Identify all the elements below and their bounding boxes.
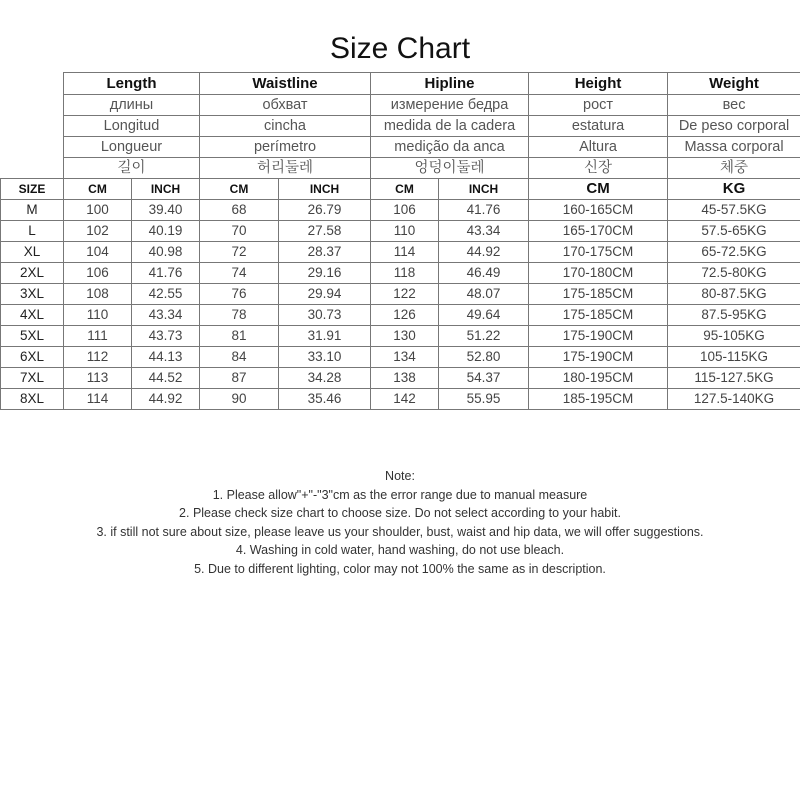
value-cell: 48.07: [439, 284, 529, 305]
label-portuguese: perímetro: [200, 137, 371, 158]
unit-header: CM: [64, 179, 132, 200]
value-cell: 65-72.5KG: [668, 242, 800, 263]
value-cell: 105-115KG: [668, 347, 800, 368]
value-cell: 40.19: [132, 221, 200, 242]
value-cell: 111: [64, 326, 132, 347]
value-cell: 41.76: [439, 200, 529, 221]
header-row: [1, 73, 800, 95]
value-cell: 52.80: [439, 347, 529, 368]
value-cell: 87.5-95KG: [668, 305, 800, 326]
value-cell: 43.34: [439, 221, 529, 242]
table-row: [1, 284, 800, 305]
value-cell: 42.55: [132, 284, 200, 305]
table-row: [1, 347, 800, 368]
value-cell: 76: [200, 284, 279, 305]
value-cell: 30.73: [279, 305, 371, 326]
value-cell: 185-195CM: [529, 389, 668, 410]
size-cell: 5XL: [1, 326, 64, 347]
value-cell: 72.5-80KG: [668, 263, 800, 284]
note-item: 4. Washing in cold water, hand washing, do not use bleach.: [235, 543, 565, 557]
value-cell: 175-185CM: [529, 305, 668, 326]
size-chart-table: [0, 72, 800, 410]
unit-header: KG: [668, 179, 800, 200]
value-cell: 175-190CM: [529, 326, 668, 347]
value-cell: 126: [371, 305, 439, 326]
value-cell: 108: [64, 284, 132, 305]
size-cell: 4XL: [1, 305, 64, 326]
page-title: Size Chart: [329, 32, 471, 65]
size-cell: L: [1, 221, 64, 242]
value-cell: 34.28: [279, 368, 371, 389]
value-cell: 70: [200, 221, 279, 242]
value-cell: 110: [371, 221, 439, 242]
table-row: [1, 263, 800, 284]
note-item: 3. if still not sure about size, please leave us your shoulder, bust, waist and hip data, we will offer suggestions.: [96, 524, 704, 539]
label-russian: вес: [668, 95, 800, 116]
unit-header: CM: [529, 179, 668, 200]
value-cell: 113: [64, 368, 132, 389]
value-cell: 44.92: [132, 389, 200, 410]
group-header: Length: [64, 73, 200, 95]
value-cell: 39.40: [132, 200, 200, 221]
label-russian: длины: [64, 95, 200, 116]
label-russian: обхват: [200, 95, 371, 116]
value-cell: 106: [64, 263, 132, 284]
value-cell: 138: [371, 368, 439, 389]
table-row: [1, 242, 800, 263]
value-cell: 134: [371, 347, 439, 368]
size-cell: XL: [1, 242, 64, 263]
value-cell: 160-165CM: [529, 200, 668, 221]
value-cell: 87: [200, 368, 279, 389]
size-cell: 2XL: [1, 263, 64, 284]
unit-header: SIZE: [1, 179, 64, 200]
value-cell: 44.13: [132, 347, 200, 368]
unit-header: INCH: [279, 179, 371, 200]
label-spanish: estatura: [529, 116, 668, 137]
group-header: Height: [529, 73, 668, 95]
label-portuguese: Massa corporal: [668, 137, 800, 158]
table-row: [1, 326, 800, 347]
size-cell: 7XL: [1, 368, 64, 389]
size-cell: 6XL: [1, 347, 64, 368]
header-row: [1, 116, 800, 137]
value-cell: 81: [200, 326, 279, 347]
value-cell: 112: [64, 347, 132, 368]
value-cell: 122: [371, 284, 439, 305]
label-korean: 엉덩이둘레: [371, 158, 529, 179]
label-korean: 길이: [64, 158, 200, 179]
value-cell: 41.76: [132, 263, 200, 284]
value-cell: 114: [371, 242, 439, 263]
label-spanish: Longitud: [64, 116, 200, 137]
value-cell: 110: [64, 305, 132, 326]
group-header: Weight: [668, 73, 800, 95]
value-cell: 127.5-140KG: [668, 389, 800, 410]
value-cell: 95-105KG: [668, 326, 800, 347]
size-cell: 8XL: [1, 389, 64, 410]
table-row: [1, 221, 800, 242]
label-spanish: medida de la cadera: [371, 116, 529, 137]
label-spanish: cincha: [200, 116, 371, 137]
value-cell: 165-170CM: [529, 221, 668, 242]
note-item: 2. Please check size chart to choose size. Do not select according to your habit.: [179, 506, 621, 520]
label-portuguese: Altura: [529, 137, 668, 158]
note-item: 1. Please allow"+"-"3"cm as the error range due to manual measure: [212, 487, 588, 502]
label-korean: 신장: [529, 158, 668, 179]
value-cell: 84: [200, 347, 279, 368]
value-cell: 175-190CM: [529, 347, 668, 368]
header-row: [1, 137, 800, 158]
value-cell: 49.64: [439, 305, 529, 326]
value-cell: 80-87.5KG: [668, 284, 800, 305]
header-row: [1, 158, 800, 179]
value-cell: 115-127.5KG: [668, 368, 800, 389]
header-row: [1, 95, 800, 116]
value-cell: 45-57.5KG: [668, 200, 800, 221]
value-cell: 35.46: [279, 389, 371, 410]
table-row: [1, 368, 800, 389]
units-row: [1, 179, 800, 200]
unit-header: INCH: [132, 179, 200, 200]
notes: [0, 467, 800, 578]
value-cell: 74: [200, 263, 279, 284]
note-item: 5. Due to different lighting, color may not 100% the same as in description.: [194, 561, 606, 576]
unit-header: CM: [371, 179, 439, 200]
label-spanish: De peso corporal: [668, 116, 800, 137]
value-cell: 33.10: [279, 347, 371, 368]
value-cell: 114: [64, 389, 132, 410]
value-cell: 100: [64, 200, 132, 221]
table-row: [1, 200, 800, 221]
value-cell: 142: [371, 389, 439, 410]
value-cell: 28.37: [279, 242, 371, 263]
value-cell: 102: [64, 221, 132, 242]
value-cell: 170-180CM: [529, 263, 668, 284]
unit-header: CM: [200, 179, 279, 200]
value-cell: 54.37: [439, 368, 529, 389]
label-russian: рост: [529, 95, 668, 116]
label-portuguese: Longueur: [64, 137, 200, 158]
group-header: Waistline: [200, 73, 371, 95]
table-row: [1, 389, 800, 410]
value-cell: 29.94: [279, 284, 371, 305]
table-row: [1, 305, 800, 326]
blank-corner: [1, 73, 64, 179]
value-cell: 118: [371, 263, 439, 284]
value-cell: 180-195CM: [529, 368, 668, 389]
value-cell: 68: [200, 200, 279, 221]
label-korean: 허리둘레: [200, 158, 371, 179]
value-cell: 106: [371, 200, 439, 221]
value-cell: 27.58: [279, 221, 371, 242]
value-cell: 44.92: [439, 242, 529, 263]
size-cell: M: [1, 200, 64, 221]
value-cell: 51.22: [439, 326, 529, 347]
label-portuguese: medição da anca: [371, 137, 529, 158]
value-cell: 90: [200, 389, 279, 410]
value-cell: 40.98: [132, 242, 200, 263]
value-cell: 46.49: [439, 263, 529, 284]
value-cell: 29.16: [279, 263, 371, 284]
value-cell: 72: [200, 242, 279, 263]
value-cell: 175-185CM: [529, 284, 668, 305]
notes-heading: Note:: [385, 469, 415, 483]
value-cell: 43.73: [132, 326, 200, 347]
label-russian: измерение бедра: [371, 95, 529, 116]
value-cell: 130: [371, 326, 439, 347]
value-cell: 57.5-65KG: [668, 221, 800, 242]
value-cell: 55.95: [439, 389, 529, 410]
unit-header: INCH: [439, 179, 529, 200]
value-cell: 170-175CM: [529, 242, 668, 263]
size-cell: 3XL: [1, 284, 64, 305]
value-cell: 43.34: [132, 305, 200, 326]
value-cell: 104: [64, 242, 132, 263]
value-cell: 26.79: [279, 200, 371, 221]
group-header: Hipline: [371, 73, 529, 95]
value-cell: 31.91: [279, 326, 371, 347]
value-cell: 44.52: [132, 368, 200, 389]
label-korean: 체중: [668, 158, 800, 179]
value-cell: 78: [200, 305, 279, 326]
